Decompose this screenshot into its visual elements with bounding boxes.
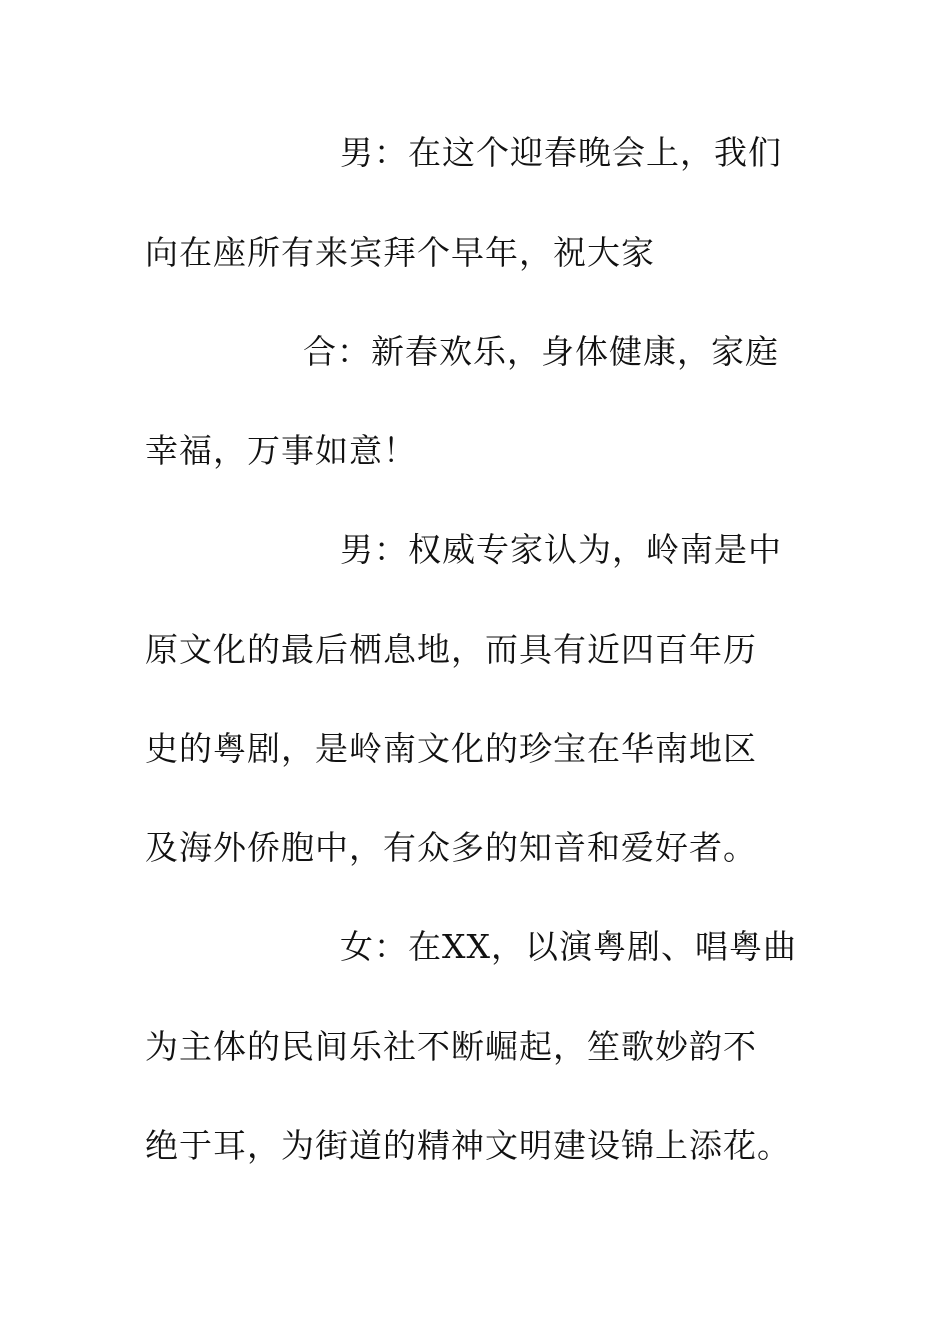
paragraph-line: 原文化的最后栖息地，而具有近四百年历 xyxy=(145,630,757,669)
paragraph-line: 幸福，万事如意！ xyxy=(145,431,417,470)
paragraph-line: 及海外侨胞中，有众多的知音和爱好者。 xyxy=(145,828,757,867)
paragraph-line: 合：新春欢乐，身体健康，家庭 xyxy=(303,332,779,371)
paragraph-line: 为主体的民间乐社不断崛起，笙歌妙韵不 xyxy=(145,1027,757,1066)
paragraph-line: 史的粤剧，是岭南文化的珍宝在华南地区 xyxy=(145,729,757,768)
paragraph-line: 向在座所有来宾拜个早年，祝大家 xyxy=(145,233,655,272)
paragraph-line: 女：在XX，以演粤剧、唱粤曲 xyxy=(340,927,797,966)
paragraph-line: 男：在这个迎春晚会上，我们 xyxy=(340,133,782,172)
paragraph-line: 男：权威专家认为，岭南是中 xyxy=(340,530,782,569)
paragraph-line: 绝于耳，为街道的精神文明建设锦上添花。 xyxy=(145,1126,791,1165)
